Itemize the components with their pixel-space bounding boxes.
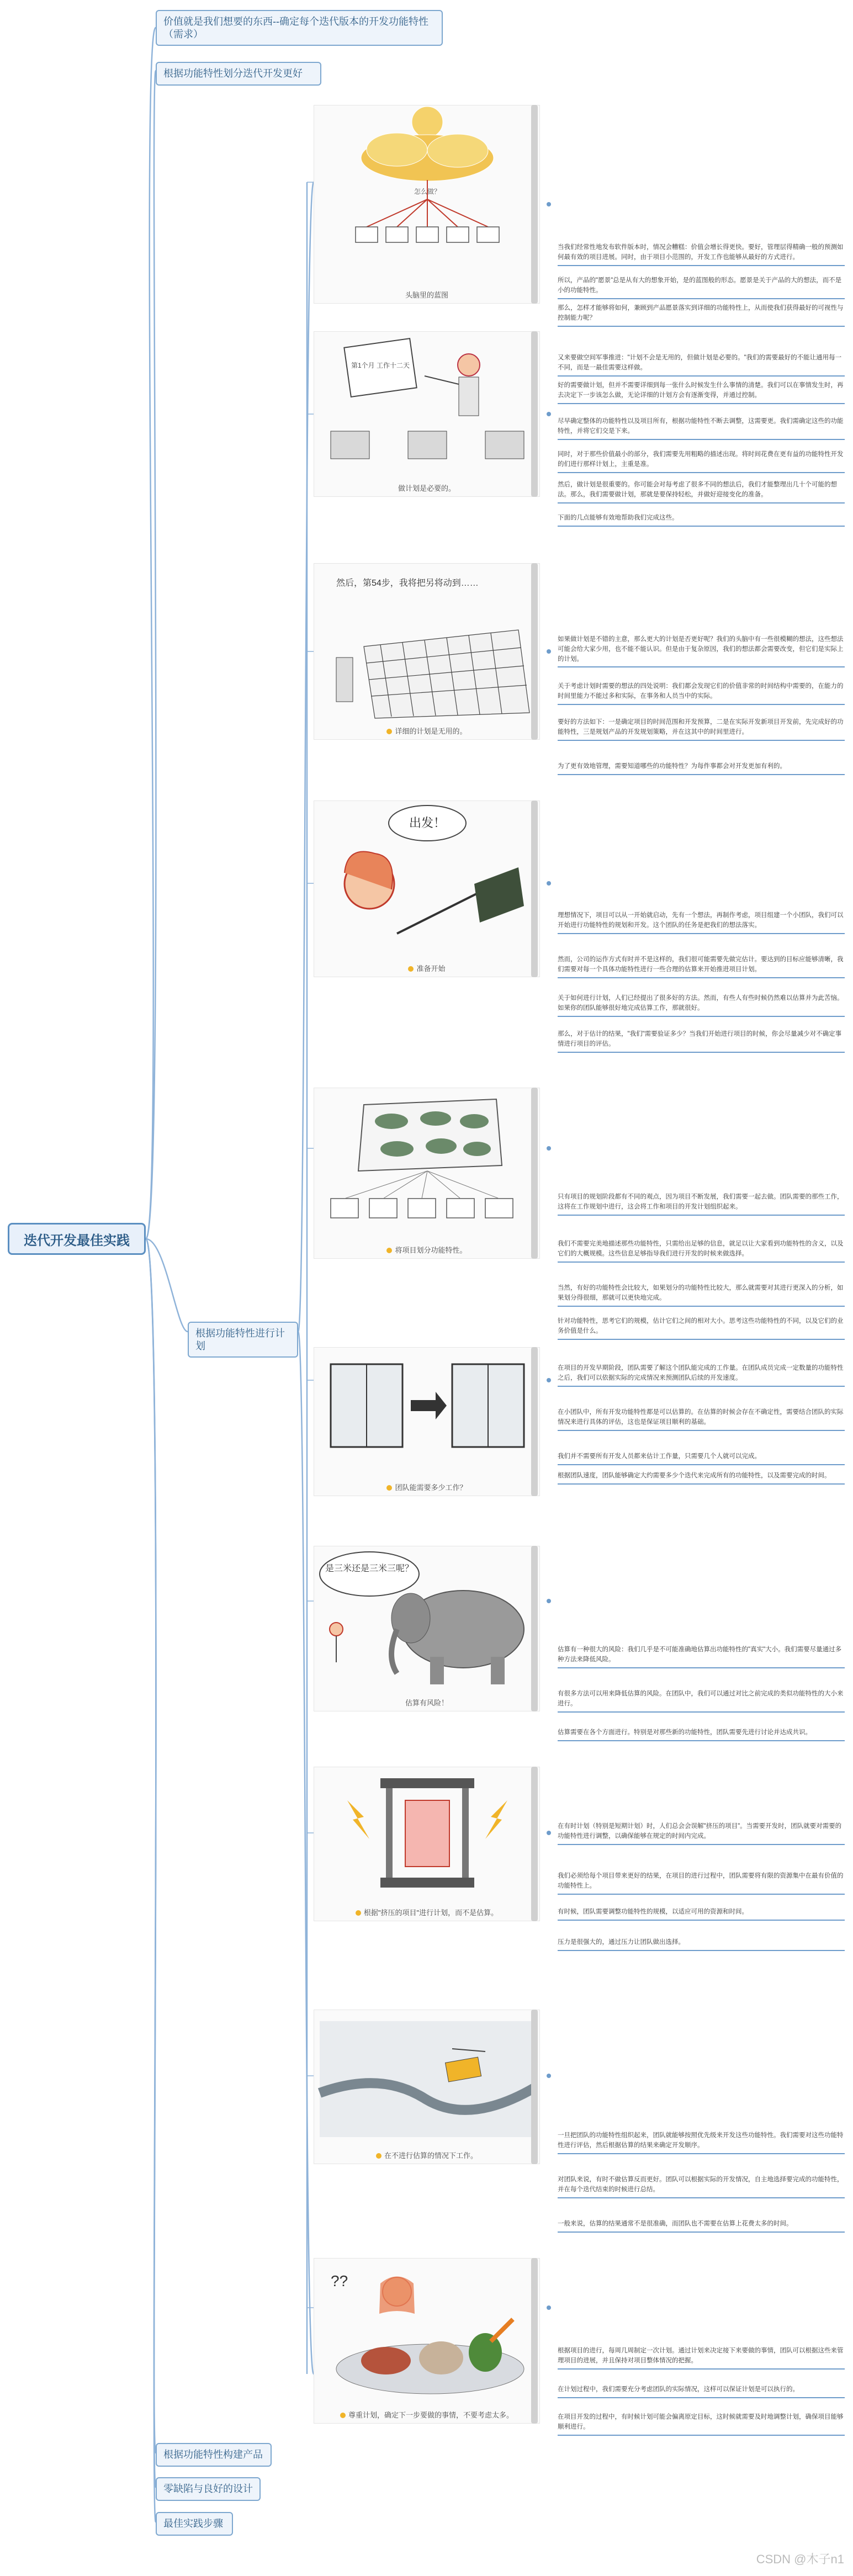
caption-text: 估算有风险！ [405,1699,448,1707]
scroll-stroke [531,2010,538,2164]
section-paragraph: 关于考虑计划时需要的想法的四处说明：我们都会发现它们的价值非常的时间结构中需要的，在能力的时间里能力不能过多和实际，在事务和人员当中的实际。 [558,682,845,705]
elephant-drawing [314,1546,541,1695]
branch-label: 根据功能特性进行计划 [195,1328,285,1351]
scroll-stroke [531,1088,538,1259]
illustration-caption [314,1244,539,1255]
section-bullet [547,202,551,206]
section-bullet [547,2074,551,2078]
branch-split-by-features[interactable] [156,62,321,86]
branch-label: 根据功能特性构建产品 [163,2449,263,2460]
illustration-caption [314,1697,539,1708]
illustration-caption [314,289,539,300]
illustration-caption [314,483,539,493]
river-drawing [314,2010,541,2148]
caption-dot-icon [386,1485,392,1491]
section-paragraph: 在有时计划（特别是短期计划）时，人们总会会误解"挤压的项目"。当需要开发时，团队就要对需要的功能特性进行调整，以确保能够在规定的时间内完成。 [558,1822,845,1845]
image-text: 出发！ [409,816,446,830]
caption-dot-icon [386,729,392,734]
section-paragraph: 根据团队速度，团队能够确定大约需要多少个迭代来完成所有的功能特性，以及需要完成的时间。 [558,1471,845,1485]
root-node[interactable] [8,1223,146,1255]
section-bullet [547,2305,551,2310]
section-bullet [547,1831,551,1835]
section-paragraph: 为了更有效地管理，需要知道哪些的功能特性？为每件事都会对开发更加有利的。 [558,762,845,775]
caption-text: 头脑里的蓝图 [405,291,448,299]
illustration-estimate-risk [314,1546,540,1711]
branch-value-features[interactable] [156,10,443,46]
section-paragraph: 那么，怎样才能够将如何，兼顾到产品愿景落实到详细的功能特性上，从而使我们获得最好的可视性与控制能力呢？ [558,304,845,327]
section-paragraph: 一旦把团队的功能特性组织起来，团队就能够按照优先级来开发这些功能特性。我们需要对这些功能特性进行评估，然后根据估算的结果来确定开发顺序。 [558,2131,845,2154]
section-paragraph: 下面的几点能够有效地帮助我们完成这些。 [558,513,845,527]
scroll-stroke [531,1767,538,1921]
illustration-squeeze [314,1767,540,1921]
scroll-stroke [531,2258,538,2424]
illustration-feature-split [314,1088,540,1259]
section-paragraph: 在小团队中，所有开发功能特性都是可以估算的。在估算的时候会存在不确定性，需要结合团队的实际情况来进行具体的评估，这也是保证项目顺利的基础。 [558,1408,845,1431]
illustration-caption [314,1907,539,1917]
section-paragraph: 同时，对于那些价值最小的部分，我们需要先用粗略的描述出现。将时间花费在更有益的功能特性开发的们进行那样计划上，主重是准。 [558,450,845,473]
section-paragraph: 当然，有好的功能特性会比较大，如果划分的功能特性比较大，那么就需要对其进行更深入的分析，如果划分得很细，那就可以更快地完成。 [558,1284,845,1307]
scroll-stroke [531,563,538,740]
section-paragraph: 根据项目的进行，每周几周制定一次计划。通过计划来决定接下来要做的事情，团队可以根据这些来管理项目的进展，并且保持对项目整体情况的把握。 [558,2346,845,2370]
section-bullet [547,1599,551,1603]
image-text: 是三米还是三米三呢？ [325,1564,414,1573]
illustration-blueprint [314,105,540,304]
illustration-detailed-plan [314,563,540,740]
caption-dot-icon [340,2413,346,2418]
section-paragraph: 估算需要在各个方面进行。特别是对那些新的功能特性，团队需要先进行讨论并达成共识。 [558,1728,845,1741]
branch-build-by-features[interactable] [156,2443,272,2467]
section-bullet [547,1378,551,1382]
root-title: 迭代开发最佳实践 [24,1233,130,1248]
image-text: ?? [331,2272,348,2289]
section-bullet [547,412,551,416]
cloud-blueprint-drawing [314,105,541,288]
caption-text: 尊重计划，确定下一步要做的事情，不要考虑太多。 [348,2411,513,2419]
illustration-next-step [314,2258,540,2424]
vise-drawing [314,1767,541,1905]
section-bullet [547,881,551,886]
caption-text: 根据"挤压的项目"进行计划，而不是估算。 [363,1909,499,1917]
section-paragraph: 在项目的开发早期阶段，团队需要了解这个团队能完成的工作量。在团队成员完成一定数量的功能特性之后，我们可以依据实际的完成情况来预测团队后续的开发速度。 [558,1364,845,1387]
caption-dot-icon [356,1910,361,1916]
illustration-team-capacity [314,1347,540,1496]
grid-plan-drawing [314,564,541,724]
section-paragraph: 在计划过程中，我们需要充分考虑团队的实际情况，这样可以保证计划是可以执行的。 [558,2385,845,2398]
section-paragraph: 有很多方法可以用来降低估算的风险。在团队中，我们可以通过对比之前完成的类似功能特性的大小来进行。 [558,1689,845,1713]
image-text: 怎么做？ [414,188,441,195]
branch-best-practice-steps[interactable] [156,2512,233,2536]
caption-text: 详细的计划是无用的。 [395,727,467,735]
section-paragraph: 当我们经常性地发布软件版本时，情况会糟糕：价值会增长得更快。要好，管理层得精确一般的预测如何最有效的项目进展。同时，由于项目小范围的，开发工作也能够从最好的方式进行。 [558,243,845,266]
scroll-stroke [531,1347,538,1496]
section-paragraph: 要好的方法如下：一是确定项目的时间范围和开发预算，二是在实际开发新项目开发前，先完成好的功能特性，三是规划产品的开发规划策略，并在这其中的时间里进行。 [558,718,845,741]
section-paragraph: 好的需要做计划，但并不需要详细到每一张什么时候发生什么事情的清楚。我们可以在事情发生时，再去决定下一步该怎么做，无论详细的计划方会有逐渐变得，并通过控制。 [558,381,845,404]
section-paragraph: 对团队来说，有时不做估算反而更好。团队可以根据实际的开发情况，自主地选择要完成的功能特性，并在每个迭代结束的时候进行总结。 [558,2175,845,2198]
scroll-stroke [531,1546,538,1711]
section-paragraph: 一般来说，估算的结果通常不是很准确，而团队也不需要在估算上花费太多的时间。 [558,2219,845,2233]
section-paragraph: 尽早确定整体的功能特性以及项目所有，根据功能特性不断去调整，这需要更。我们需确定这些的功能特性，并将它们交是下来。 [558,417,845,440]
scroll-stroke [531,105,538,304]
watermark: CSDN @木子n1 [756,2552,844,2566]
section-paragraph: 有时候，团队需要调整功能特性的规模，以适应可用的资源和时间。 [558,1907,845,1921]
branch-zero-defects[interactable] [156,2477,261,2501]
caption-dot-icon [386,1248,392,1253]
section-paragraph: 我们并不需要所有开发人员都来估计工作量，只需要几个人就可以完成。 [558,1452,845,1465]
illustration-planning [314,331,540,497]
section-paragraph: 如果做计划是不错的主意，那么更大的计划是否更好呢？我们的头脑中有一些很模糊的想法，这些想法可能会给大家少用，也不能不能认识。但是由于复杂原因，我们的想法都会需要改变，但它们是实际上的计划。 [558,635,845,667]
caption-text: 做计划是必要的。 [398,484,455,492]
section-paragraph: 关于如何进行计划，人们已经提出了很多好的方法。然而，有些人有些时候仍然难以估算并为此苦恼。如果你的团队能够很好地完成估算工作，那就很好。 [558,994,845,1017]
section-paragraph: 理想情况下，项目可以从一开始就启动，先有一个想法，再制作考虑，项目组建一个小团队，我们可以开始进行功能特性的规划和开发。这个团队的任务是把我们的想法落实。 [558,911,845,934]
caption-dot-icon [408,966,414,972]
section-paragraph: 压力是很强大的，通过压力让团队做出选择。 [558,1938,845,1951]
caption-text: 在不进行估算的情况下工作。 [384,2151,478,2160]
section-paragraph: 只有项目的规划阶段都有不同的观点，因为项目不断发展，我们需要一起去做。团队需要的那些工作，这将在工作规划中进行，这会将工作和项目的开发计划组织起来。 [558,1192,845,1216]
scroll-stroke [531,801,538,977]
illustration-caption [314,2150,539,2160]
section-paragraph: 然而，公司的运作方式有时并不是这样的，我们很可能需要先做完估计。要达到的目标应能够清晰，我们需要对每一个具体功能特性进行一些合理的估算来开始推进项目计划。 [558,955,845,978]
two-windows-drawing [314,1348,541,1480]
caption-text: 团队能需要多少工作？ [395,1483,467,1492]
image-text: 然后，第54步，我将把另将动到…… [336,579,479,588]
section-paragraph: 针对功能特性，思考它们的规模，估计它们之间的相对大小。思考这些功能特性的不同，以及它们的业务价值是什么。 [558,1317,845,1340]
section-paragraph: 我们不需要完美地描述那些功能特性，只需给出足够的信息，就足以让大家看到功能特性的含义，以及它们的大概规模。这些信息足够指导我们进行开发的时候来做选择。 [558,1239,845,1263]
start-flag-drawing [314,801,541,961]
image-text: 第1个月 工作十二天 [351,362,410,369]
illustration-caption [314,1482,539,1492]
food-plate-drawing [314,2259,541,2408]
illustration-caption [314,725,539,736]
branch-plan-by-features[interactable] [188,1322,298,1358]
section-paragraph: 所以，产品的"愿景"总是从有大的想象开始，是的蓝图般的形态。愿景是关于产品的大的想法，而不是小的功能特性。 [558,276,845,299]
caption-dot-icon [376,2153,382,2159]
feature-split-drawing [314,1088,541,1243]
branch-label: 根据功能特性划分迭代开发更好 [163,68,303,79]
section-paragraph: 我们必须给每个项目带来更好的结果，在项目的进行过程中，团队需要将有限的资源集中在最有价值的功能特性上。 [558,1872,845,1895]
illustration-caption [314,963,539,973]
illustration-caption [314,2409,539,2420]
planning-board-drawing [314,332,541,481]
section-paragraph: 那么，对于估计的结果，"我们"需要验证多少？当我们开始进行项目的时候，你会尽量减少对不确定事情进行项目的评估。 [558,1030,845,1053]
illustration-start [314,801,540,977]
scroll-stroke [531,331,538,497]
illustration-no-estimates [314,2010,540,2164]
branch-label: 最佳实践步骤 [163,2518,223,2529]
branch-label: 零缺陷与良好的设计 [163,2483,253,2494]
branch-label: 价值就是我们想要的东西--确定每个迭代版本的开发功能特性（需求） [163,16,428,40]
caption-text: 准备开始 [416,964,446,973]
section-paragraph: 又来要做空间军事推进："计划不会是无用的，但做计划是必要的。"我们的需要最好的不能让通用每一不同，而是一最佳需要这样做。 [558,353,845,377]
section-bullet [547,1146,551,1151]
section-paragraph: 估算有一种很大的风险：我们几乎是不可能准确地估算出功能特性的"真实"大小。我们需要尽量通过多种方法来降低风险。 [558,1645,845,1668]
section-paragraph: 在项目开发的过程中，有时候计划可能会偏离原定目标，这时候就需要及时地调整计划，确保项目能够顺利进行。 [558,2413,845,2436]
section-paragraph: 然后，做计划是很重要的。你可能会对每考虑了很多不同的想法后，我们才能整理出几十个可能的想法。那么，我们需要做计划，那就是要保持轻松，并做好迎接变化的准备。 [558,480,845,503]
section-bullet [547,649,551,654]
caption-text: 将项目划分功能特性。 [395,1246,467,1254]
